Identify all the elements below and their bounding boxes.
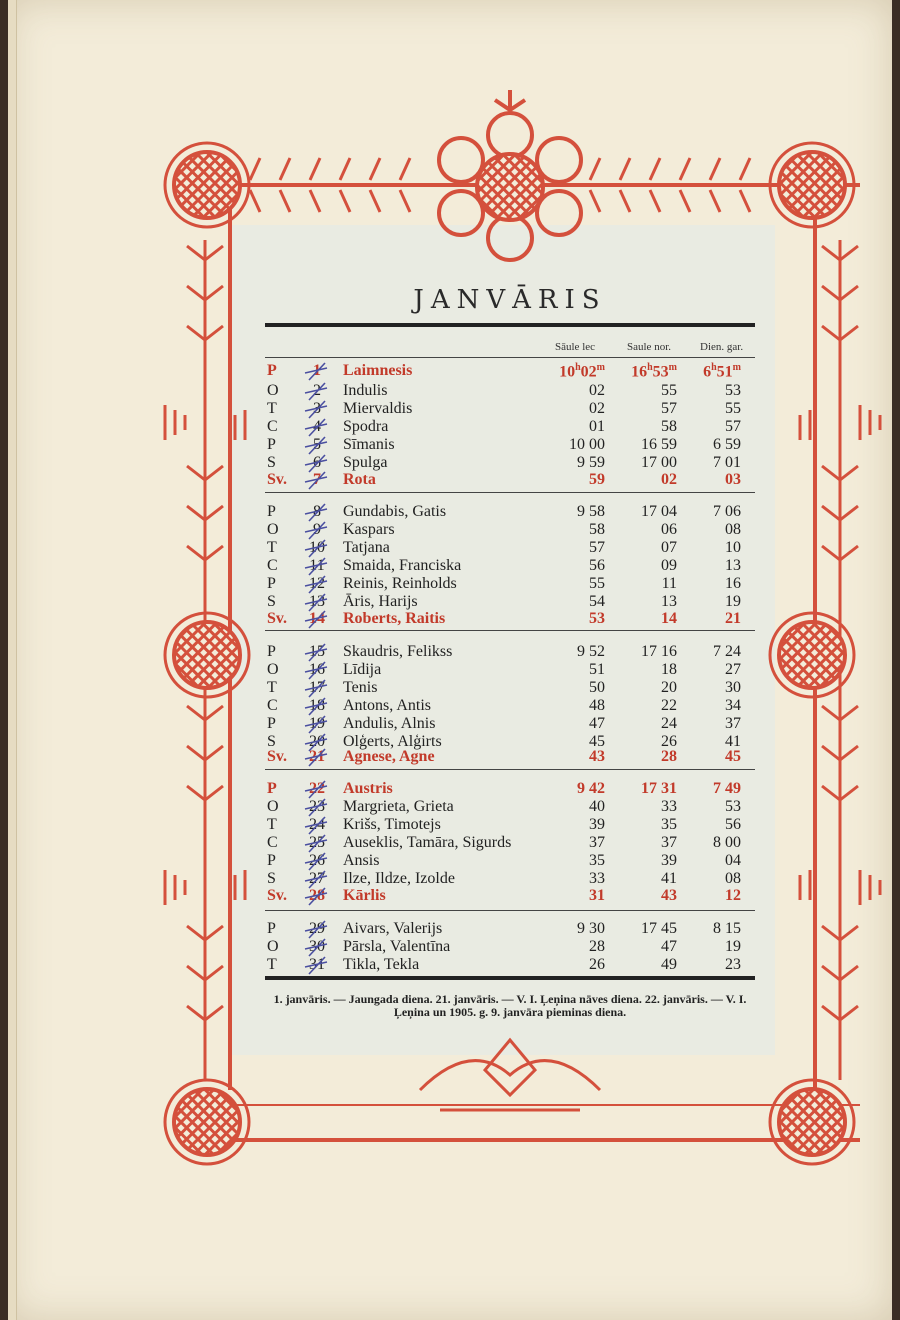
pen-strike-mark (303, 954, 331, 976)
day-number: 6 (313, 454, 321, 471)
name-day-names: Gundabis, Gatis (343, 503, 447, 520)
weekday: S (267, 593, 276, 610)
name-day-names: Tikla, Tekla (343, 956, 420, 973)
sunset-time: 16$^h$53$^m$ (631, 362, 677, 381)
weekday: O (267, 661, 279, 678)
sunset-time: 17 04 (641, 503, 677, 520)
day-number: 4 (313, 418, 321, 435)
sunrise-time: 56 (589, 557, 605, 574)
day-length: 6 59 (713, 436, 741, 453)
sunrise-time: 45 (589, 733, 605, 750)
weekday: O (267, 382, 279, 399)
table-row (265, 870, 755, 888)
weekday: T (267, 956, 277, 973)
day-number: 9 (313, 521, 321, 538)
sunrise-time: 10$^h$02$^m$ (559, 362, 605, 381)
day-number: 24 (309, 816, 325, 833)
day-length: 21 (725, 610, 741, 627)
pen-strike-mark (303, 608, 331, 630)
day-number: 27 (309, 870, 325, 887)
sunrise-time: 9 42 (577, 780, 605, 797)
sunrise-time: 50 (589, 679, 605, 696)
table-end-rule (265, 976, 755, 980)
day-number: 10 (309, 539, 325, 556)
name-day-names: Antons, Antis (343, 697, 432, 714)
table-row (265, 471, 755, 489)
sunrise-time: 02 (589, 382, 605, 399)
week-divider (265, 910, 755, 911)
weekday: Sv. (267, 748, 288, 765)
day-length: 8 00 (713, 834, 741, 851)
day-length: 13 (725, 557, 741, 574)
day-number: 26 (309, 852, 325, 869)
sunrise-time: 40 (589, 798, 605, 815)
table-row (265, 816, 755, 834)
table-row (265, 697, 755, 715)
table-row (265, 956, 755, 974)
day-number: 28 (309, 887, 325, 904)
table-row (265, 521, 755, 539)
name-day-names: Austris (343, 780, 393, 797)
day-length: 23 (725, 956, 741, 973)
sunset-time: 57 (661, 400, 677, 417)
name-day-names: Margrieta, Grieta (343, 798, 454, 815)
sunset-time: 47 (661, 938, 677, 955)
day-length: 45 (725, 748, 741, 765)
table-row (265, 834, 755, 852)
sunrise-time: 55 (589, 575, 605, 592)
table-row (265, 454, 755, 472)
day-length: 34 (725, 697, 741, 714)
day-length: 55 (725, 400, 741, 417)
table-row (265, 610, 755, 628)
day-length: 12 (725, 887, 741, 904)
week-divider (265, 492, 755, 493)
day-number: 15 (309, 643, 325, 660)
sunrise-time: 10 00 (569, 436, 605, 453)
weekday: S (267, 870, 276, 887)
sunrise-time: 9 58 (577, 503, 605, 520)
table-row (265, 436, 755, 454)
sunrise-time: 37 (589, 834, 605, 851)
sunset-time: 13 (661, 593, 677, 610)
sunset-time: 17 31 (641, 780, 677, 797)
day-number: 11 (309, 557, 325, 574)
sunrise-time: 39 (589, 816, 605, 833)
header-daylength: Dien. gar. (700, 341, 744, 353)
sunset-time: 49 (661, 956, 677, 973)
table-row (265, 679, 755, 697)
table-row (265, 920, 755, 938)
weekday: P (267, 643, 276, 660)
table-row (265, 661, 755, 679)
sunrise-time: 47 (589, 715, 605, 732)
day-number: 25 (309, 834, 325, 851)
pen-strike-mark (303, 360, 331, 382)
week-divider (265, 769, 755, 770)
sunset-time: 11 (661, 575, 677, 592)
day-length: 7 24 (713, 643, 741, 660)
day-length: 53 (725, 382, 741, 399)
weekday: P (267, 436, 276, 453)
sunset-time: 17 45 (641, 920, 677, 937)
name-day-names: Indulis (343, 382, 388, 399)
name-day-names: Sīmanis (343, 436, 395, 453)
table-row (265, 400, 755, 418)
weekday: P (267, 362, 277, 379)
day-number: 22 (309, 780, 325, 797)
table-row (265, 887, 755, 905)
weekday: C (267, 418, 278, 435)
name-day-names: Auseklis, Tamāra, Sigurds (343, 834, 512, 851)
name-day-names: Olģerts, Alģirts (343, 733, 442, 750)
weekday: S (267, 733, 276, 750)
name-day-names: Roberts, Raitis (343, 610, 446, 627)
name-day-names: Laimnesis (343, 362, 413, 379)
day-length: 08 (725, 870, 741, 887)
sunset-time: 39 (661, 852, 677, 869)
sunset-time: 16 59 (641, 436, 677, 453)
table-row (265, 643, 755, 661)
weekday: P (267, 575, 276, 592)
sunrise-time: 48 (589, 697, 605, 714)
name-day-names: Spodra (343, 418, 389, 435)
sunrise-time: 54 (589, 593, 605, 610)
pen-strike-mark (303, 746, 331, 768)
sunrise-time: 9 59 (577, 454, 605, 471)
day-length: 7 49 (713, 780, 741, 797)
day-length: 04 (725, 852, 741, 869)
pen-strike-mark (303, 469, 331, 491)
day-length: 19 (725, 593, 741, 610)
sunset-time: 20 (661, 679, 677, 696)
sunrise-time: 58 (589, 521, 605, 538)
day-number: 17 (309, 679, 325, 696)
day-length: 53 (725, 798, 741, 815)
header-rule (265, 357, 755, 358)
table-row (265, 362, 755, 380)
sunrise-time: 9 30 (577, 920, 605, 937)
day-number: 20 (309, 733, 325, 750)
table-row (265, 852, 755, 870)
table-row (265, 593, 755, 611)
day-number: 23 (309, 798, 325, 815)
name-day-names: Pārsla, Valentīna (343, 938, 451, 955)
sunset-time: 43 (661, 887, 677, 904)
table-row (265, 748, 755, 766)
sunrise-time: 33 (589, 870, 605, 887)
sunrise-time: 59 (589, 471, 605, 488)
day-number: 21 (309, 748, 325, 765)
day-length: 27 (725, 661, 741, 678)
day-number: 2 (313, 382, 321, 399)
name-day-names: Kaspars (343, 521, 395, 538)
name-day-names: Krišs, Timotejs (343, 816, 441, 833)
day-length: 16 (725, 575, 741, 592)
sunset-time: 17 16 (641, 643, 677, 660)
day-length: 30 (725, 679, 741, 696)
day-length: 6$^h$51$^m$ (703, 362, 741, 381)
header-sunrise: Sāule lec (555, 341, 596, 353)
sunrise-time: 02 (589, 400, 605, 417)
day-number: 30 (309, 938, 325, 955)
weekday: T (267, 816, 277, 833)
table-row (265, 557, 755, 575)
sunset-time: 35 (661, 816, 677, 833)
weekday: T (267, 400, 277, 417)
name-day-names: Aivars, Valerijs (343, 920, 443, 937)
weekday: C (267, 697, 278, 714)
day-number: 14 (309, 610, 325, 627)
name-day-names: Tatjana (343, 539, 390, 556)
weekday: C (267, 557, 278, 574)
sunrise-time: 53 (589, 610, 605, 627)
sunset-time: 55 (661, 382, 677, 399)
sunset-time: 26 (661, 733, 677, 750)
day-length: 8 15 (713, 920, 741, 937)
sunset-time: 18 (661, 661, 677, 678)
sunset-time: 02 (661, 471, 677, 488)
sunset-time: 09 (661, 557, 677, 574)
name-day-names: Spulga (343, 454, 388, 471)
day-number: 29 (309, 920, 325, 937)
day-number: 16 (309, 661, 325, 678)
day-length: 7 01 (713, 454, 741, 471)
sunrise-time: 31 (589, 887, 605, 904)
month-title: JANVĀRIS (413, 285, 607, 315)
day-length: 08 (725, 521, 741, 538)
weekday: T (267, 679, 277, 696)
weekday: O (267, 938, 279, 955)
pen-strike-mark (303, 885, 331, 907)
title-rule (265, 323, 755, 327)
sunrise-time: 43 (589, 748, 605, 765)
weekday: Sv. (267, 610, 288, 627)
sunrise-time: 35 (589, 852, 605, 869)
weekday: S (267, 454, 276, 471)
sunrise-time: 9 52 (577, 643, 605, 660)
weekday: P (267, 503, 276, 520)
sunset-time: 24 (661, 715, 677, 732)
day-number: 19 (309, 715, 325, 732)
sunset-time: 17 00 (641, 454, 677, 471)
sunset-time: 41 (661, 870, 677, 887)
holiday-footnote: 1. janvāris. — Jaungada diena. 21. janvāris. — V. I. Ļeņina nāves diena. 22. janvāris. — V. I. Ļeņina un 1905. g. 9. janvāra pieminas diena. (273, 992, 747, 1019)
day-number: 3 (313, 400, 321, 417)
weekday: Sv. (267, 887, 288, 904)
sunrise-time: 51 (589, 661, 605, 678)
table-row (265, 539, 755, 557)
day-number: 12 (309, 575, 325, 592)
day-length: 41 (725, 733, 741, 750)
day-number: 31 (309, 956, 325, 973)
name-day-names: Reinis, Reinholds (343, 575, 457, 592)
weekday: O (267, 521, 279, 538)
weekday: T (267, 539, 277, 556)
day-number: 1 (313, 362, 321, 379)
table-row (265, 575, 755, 593)
table-row (265, 418, 755, 436)
name-day-names: Rota (343, 471, 376, 488)
day-number: 5 (313, 436, 321, 453)
name-day-names: Kārlis (343, 887, 386, 904)
day-length: 10 (725, 539, 741, 556)
sunrise-time: 26 (589, 956, 605, 973)
name-day-names: Agnese, Agne (343, 748, 435, 765)
day-length: 7 06 (713, 503, 741, 520)
table-row (265, 798, 755, 816)
day-length: 37 (725, 715, 741, 732)
sunset-time: 14 (661, 610, 677, 627)
sunset-time: 28 (661, 748, 677, 765)
day-number: 7 (313, 471, 321, 488)
day-length: 03 (725, 471, 741, 488)
name-day-names: Āris, Harijs (343, 593, 418, 610)
sunset-time: 07 (661, 539, 677, 556)
table-row (265, 780, 755, 798)
sunset-time: 33 (661, 798, 677, 815)
day-number: 18 (309, 697, 325, 714)
table-row (265, 382, 755, 400)
table-row (265, 938, 755, 956)
sunset-time: 06 (661, 521, 677, 538)
weekday: C (267, 834, 278, 851)
name-day-names: Līdija (343, 661, 382, 678)
day-length: 19 (725, 938, 741, 955)
weekday: O (267, 798, 279, 815)
sunset-time: 58 (661, 418, 677, 435)
table-row (265, 503, 755, 521)
sunset-time: 22 (661, 697, 677, 714)
week-divider (265, 630, 755, 631)
header-sunset: Saule nor. (627, 341, 671, 353)
name-day-names: Miervaldis (343, 400, 413, 417)
name-day-names: Ansis (343, 852, 380, 869)
day-length: 56 (725, 816, 741, 833)
name-day-names: Smaida, Franciska (343, 557, 462, 574)
name-day-names: Skaudris, Felikss (343, 643, 453, 660)
weekday: P (267, 780, 277, 797)
weekday: P (267, 852, 276, 869)
weekday: P (267, 715, 276, 732)
table-row (265, 715, 755, 733)
name-day-names: Ilze, Ildze, Izolde (343, 870, 455, 887)
sunset-time: 37 (661, 834, 677, 851)
sunrise-time: 01 (589, 418, 605, 435)
sunrise-time: 57 (589, 539, 605, 556)
weekday: Sv. (267, 471, 288, 488)
weekday: P (267, 920, 276, 937)
day-length: 57 (725, 418, 741, 435)
day-number: 8 (313, 503, 321, 520)
day-number: 13 (309, 593, 325, 610)
name-day-names: Tenis (343, 679, 378, 696)
sunrise-time: 28 (589, 938, 605, 955)
name-day-names: Andulis, Alnis (343, 715, 436, 732)
